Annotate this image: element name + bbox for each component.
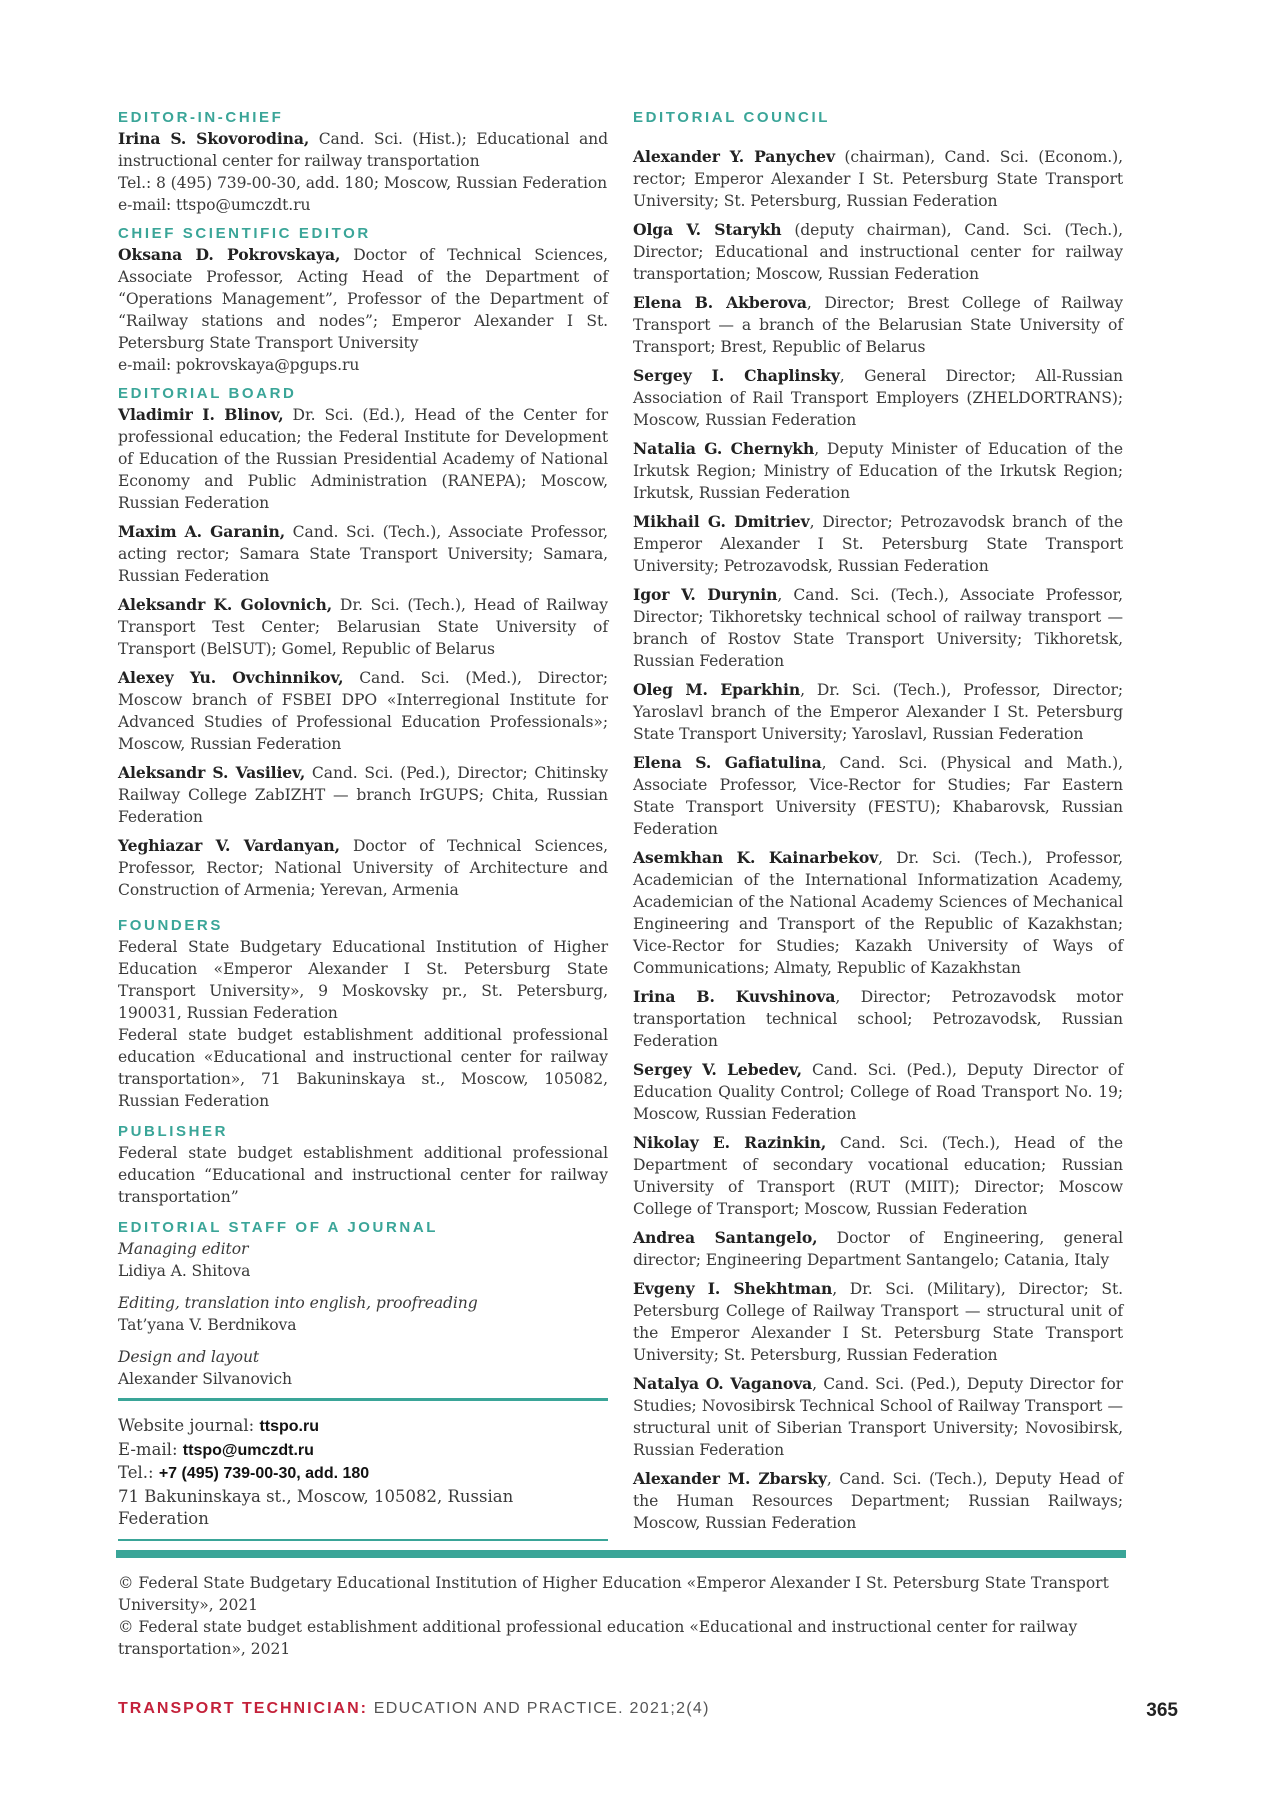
chief-scientific-editor-entry	[118, 244, 608, 354]
council-member	[633, 365, 1123, 431]
council-member-name: Elena B. Akberova	[633, 293, 807, 312]
council-member-name: Natalia G. Chernykh	[633, 439, 815, 458]
council-member-name: Alexander M. Zbarsky	[633, 1469, 827, 1488]
journal-title: TRANSPORT TECHNICIAN:	[118, 1700, 368, 1717]
tel-line	[118, 1462, 608, 1486]
page-number: 365	[1146, 1700, 1178, 1721]
editor-in-chief-entry	[118, 128, 608, 172]
council-member	[633, 1059, 1123, 1125]
staff-person: Lidiya A. Shitova	[118, 1262, 251, 1280]
email-link[interactable]: ttspo@umczdt.ru	[182, 1441, 314, 1459]
council-member-name: Alexander Y. Panychev	[633, 147, 835, 166]
chief-scientific-editor-email: e-mail: pokrovskaya@pgups.ru	[118, 356, 360, 374]
staff-person: Alexander Silvanovich	[118, 1370, 292, 1388]
email-label: E-mail:	[118, 1439, 183, 1459]
staff-role: Editing, translation into english, proofreading	[118, 1294, 478, 1312]
board-member	[118, 521, 608, 587]
email-line	[118, 1439, 608, 1463]
council-member	[633, 752, 1123, 840]
council-member-desc: , Dr. Sci. (Tech.), Professor, Director; Yaroslavl branch of the Emperor Alexander I St. Petersburg State Transport University; Yaroslavl, Russian Federation	[633, 681, 1123, 743]
council-member-name: Irina B. Kuvshinova	[633, 987, 836, 1006]
council-member	[633, 1278, 1123, 1366]
council-member	[633, 584, 1123, 672]
copyright-line-2: © Federal state budget establishment additional professional education «Educational and instructional center for railway transportation», 2021	[118, 1618, 1078, 1658]
website-label: Website journal:	[118, 1416, 260, 1435]
staff-role: Design and layout	[118, 1348, 260, 1366]
editor-in-chief-email: e-mail: ttspo@umczdt.ru	[118, 196, 311, 214]
board-member-name: Maxim A. Garanin,	[118, 522, 286, 541]
copyright-block	[118, 1572, 1118, 1660]
board-member-name: Alexey Yu. Ovchinnikov,	[118, 668, 344, 687]
council-member-desc: , Deputy Minister of Education of the Irkutsk Region; Ministry of Education of the Irkutsk Region; Irkutsk, Russian Federation	[633, 440, 1123, 502]
editor-in-chief-tel: Tel.: 8 (495) 739-00-30, add. 180; Moscow, Russian Federation	[118, 174, 608, 192]
founders-heading: FOUNDERS	[118, 917, 223, 934]
journal-issue: EDUCATION AND PRACTICE. 2021;2(4)	[368, 1700, 710, 1717]
council-member	[633, 219, 1123, 285]
chief-scientific-editor-name: Oksana D. Pokrovskaya,	[118, 245, 341, 264]
council-member-desc: , Cand. Sci. (Physical and Math.), Associate Professor, Vice-Rector for Studies; Far Eastern State Transport University (FESTU); Khabarovsk, Russian Federation	[633, 754, 1123, 838]
board-member-desc: Dr. Sci. (Ed.), Head of the Center for professional education; the Federal Institute for Development of Education of the Russian Presidential Academy of National Economy and Public Administration (RANEPA); Moscow, Russian Federation	[118, 406, 608, 512]
copyright-line-1: © Federal State Budgetary Educational Institution of Higher Education «Emperor Alexander I St. Petersburg State Transport University», 2021	[118, 1574, 1109, 1614]
page-footer	[118, 1700, 1178, 1724]
council-member-name: Evgeny I. Shekhtman	[633, 1279, 833, 1298]
council-member-desc: (chairman), Cand. Sci. (Econom.), rector; Emperor Alexander I St. Petersburg State Transport University; St. Petersburg, Russian Federation	[633, 148, 1123, 210]
founder-2: Federal state budget establishment additional professional education «Educational and instructional center for railway transportation», 71 Bakuninskaya st., Moscow, 105082, Russian Federation	[118, 1026, 608, 1110]
council-member-desc: (deputy chairman), Cand. Sci. (Tech.), Director; Educational and instructional center for railway transportation; Moscow, Russian Federation	[633, 221, 1123, 283]
editorial-staff-heading: EDITORIAL STAFF OF A JOURNAL	[118, 1219, 439, 1236]
address-line: 71 Bakuninskaya st., Moscow, 105082, Russian Federation	[118, 1486, 514, 1528]
board-member	[118, 404, 608, 514]
council-member-desc: , Cand. Sci. (Ped.), Deputy Director for Studies; Novosibirsk Technical School of Railway Transport — structural unit of Siberian Transport University; Novosibirsk, Russian Federation	[633, 1375, 1123, 1459]
board-member	[118, 594, 608, 660]
board-member	[118, 762, 608, 828]
contacts-bottom-divider	[118, 1539, 608, 1541]
council-member-name: Nikolay E. Razinkin,	[633, 1133, 827, 1152]
board-member-name: Aleksandr S. Vasiliev,	[118, 763, 306, 782]
board-member-desc: Doctor of Technical Sciences, Professor, Rector; National University of Architecture and Construction of Armenia; Yerevan, Armenia	[118, 837, 609, 899]
council-member	[633, 679, 1123, 745]
council-member-name: Mikhail G. Dmitriev	[633, 512, 810, 531]
council-member	[633, 986, 1123, 1052]
website-line	[118, 1415, 608, 1439]
publisher-heading: PUBLISHER	[118, 1123, 229, 1140]
council-member	[633, 438, 1123, 504]
council-member	[633, 1132, 1123, 1220]
council-member	[633, 146, 1123, 212]
council-member	[633, 511, 1123, 577]
editorial-council-heading: EDITORIAL COUNCIL	[633, 109, 830, 126]
right-column	[633, 108, 1123, 1541]
council-member	[633, 1468, 1123, 1534]
council-member-name: Sergey I. Chaplinsky	[633, 366, 840, 385]
publisher-text: Federal state budget establishment additional professional education “Educational and instructional center for railway transportation”	[118, 1144, 608, 1206]
council-member-desc: , Dr. Sci. (Military), Director; St. Petersburg College of Railway Transport — structural unit of the Emperor Alexander I St. Petersburg State Transport University; St. Petersburg, Russian Federation	[633, 1280, 1123, 1364]
chief-scientific-editor-desc: Doctor of Technical Sciences, Associate Professor, Acting Head of the Department of “Operations Management”, Professor of the Department of “Railway stations and nodes”; Emperor Alexander I St. Petersburg State Transport University	[118, 246, 608, 352]
tel-value: +7 (495) 739-00-30, add. 180	[158, 1465, 370, 1482]
council-member-name: Olga V. Starykh	[633, 220, 782, 239]
staff-person: Tat’yana V. Berdnikova	[118, 1316, 297, 1334]
board-member-desc: Cand. Sci. (Tech.), Associate Professor, acting rector; Samara State Transport University; Samara, Russian Federation	[118, 523, 608, 585]
board-member	[118, 835, 608, 901]
council-member-desc: , Director; Petrozavodsk motor transportation technical school; Petrozavodsk, Russian Federation	[633, 988, 1124, 1050]
chief-scientific-editor-heading: CHIEF SCIENTIFIC EDITOR	[118, 225, 371, 242]
council-member-desc: , Dr. Sci. (Tech.), Professor, Academician of the International Informatization Academy, Academician of the National Academy Sciences of Mechanical Engineering and Transport of the Republic of Kazakhstan; Vice-Rector for Studies; Kazakh University of Ways of Communications; Almaty, Republic of Kazakhstan	[633, 849, 1123, 977]
tel-label: Tel.:	[118, 1463, 159, 1482]
board-member-name: Vladimir I. Blinov,	[118, 405, 284, 424]
council-member-desc: Cand. Sci. (Tech.), Head of the Department of secondary vocational education; Russian University of Transport (RUT (MIIT); Director; Moscow College of Transport; Moscow, Russian Federation	[633, 1134, 1123, 1218]
council-member-desc: Cand. Sci. (Ped.), Deputy Director of Education Quality Control; College of Road Transport No. 19; Moscow, Russian Federation	[633, 1061, 1123, 1123]
editor-in-chief-heading: EDITOR-IN-CHIEF	[118, 109, 284, 126]
council-member	[633, 1373, 1123, 1461]
board-member-desc: Dr. Sci. (Tech.), Head of Railway Transport Test Center; Belarusian State University of Transport (BelSUT); Gomel, Republic of Belarus	[118, 596, 608, 658]
board-member	[118, 667, 608, 755]
council-member-desc: , Cand. Sci. (Tech.), Deputy Head of the Human Resources Department; Russian Railways; Moscow, Russian Federation	[633, 1470, 1123, 1532]
council-member-desc: , Cand. Sci. (Tech.), Associate Professor, Director; Tikhoretsky technical school of railway transport — branch of Rostov State Transport University; Tikhoretsk, Russian Federation	[633, 586, 1123, 670]
council-member-desc: , General Director; All-Russian Association of Rail Transport Employers (ZHELDORTRANS); Moscow, Russian Federation	[633, 367, 1124, 429]
council-member	[633, 292, 1123, 358]
council-member	[633, 1227, 1123, 1271]
council-member-desc: , Director; Brest College of Railway Transport — a branch of the Belarusian State University of Transport; Brest, Republic of Belarus	[633, 294, 1123, 356]
council-member-name: Andrea Santangelo,	[633, 1228, 818, 1247]
council-member-desc: , Director; Petrozavodsk branch of the Emperor Alexander I St. Petersburg State Transport University; Petrozavodsk, Russian Federation	[633, 513, 1123, 575]
council-member-name: Asemkhan K. Kainarbekov	[633, 848, 879, 867]
council-member-name: Sergey V. Lebedev,	[633, 1060, 803, 1079]
council-member-name: Oleg M. Eparkhin	[633, 680, 801, 699]
council-member	[633, 847, 1123, 979]
board-member-name: Yeghiazar V. Vardanyan,	[118, 836, 340, 855]
council-member-name: Igor V. Durynin	[633, 585, 778, 604]
council-member-desc: Doctor of Engineering, general director; Engineering Department Santangelo; Catania, Italy	[633, 1229, 1123, 1269]
staff-role: Managing editor	[118, 1240, 249, 1258]
council-member-name: Natalya O. Vaganova	[633, 1374, 813, 1393]
council-member-name: Elena S. Gafiatulina	[633, 753, 822, 772]
board-member-desc: Cand. Sci. (Ped.), Director; Chitinsky Railway College ZabIZHT — branch IrGUPS; Chita, Russian Federation	[118, 764, 609, 826]
editorial-board-heading: EDITORIAL BOARD	[118, 385, 297, 402]
page-divider	[116, 1550, 1126, 1558]
left-column	[118, 108, 608, 1541]
board-member-desc: Cand. Sci. (Med.), Director; Moscow branch of FSBEI DPO «Interregional Institute for Advanced Studies of Professional Education Professionals»; Moscow, Russian Federation	[118, 669, 609, 753]
website-link[interactable]: ttspo.ru	[259, 1418, 319, 1435]
editor-in-chief-name: Irina S. Skovorodina,	[118, 129, 310, 148]
board-member-name: Aleksandr K. Golovnich,	[118, 595, 333, 614]
founder-1: Federal State Budgetary Educational Institution of Higher Education «Emperor Alexander I St. Petersburg State Transport University», 9 Moskovsky pr., St. Petersburg, 190031, Russian Federation	[118, 938, 608, 1022]
editor-in-chief-desc: Cand. Sci. (Hist.); Educational and instructional center for railway transportation	[118, 130, 608, 170]
council-list	[633, 146, 1123, 1534]
